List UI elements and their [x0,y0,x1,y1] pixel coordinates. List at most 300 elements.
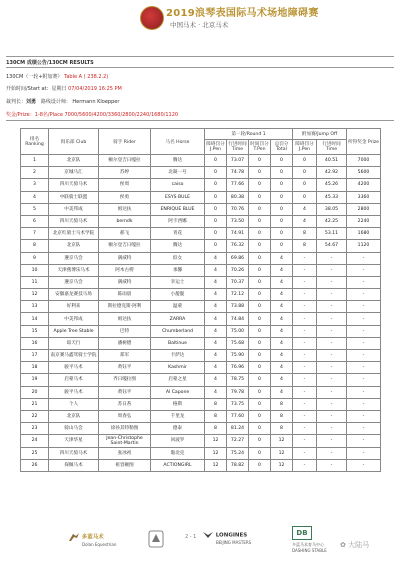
cell-prize: 1680 [347,228,381,240]
cell-jpen: 0 [205,167,227,179]
table-row [21,423,381,435]
cell-tpen: 0 [249,459,271,471]
cell-tpen: 0 [249,289,271,301]
cell-jpen: 4 [205,289,227,301]
cell-jpen: 0 [205,179,227,191]
sponsor-footer [0,512,400,565]
cell-tpen: 0 [249,337,271,349]
cell-jpen: 4 [205,264,227,276]
results-table [20,128,381,472]
cell-rank: 7 [21,228,49,240]
cell-prize: 1120 [347,240,381,252]
cell-time: 74.91 [227,228,249,240]
cell-horse: Baltinue [151,337,205,349]
cell-jotime: 45.33 [317,191,347,203]
cell-jpen: 4 [205,276,227,288]
cell-time: 73.88 [227,301,249,313]
watermark: ✿ 大陆马 [340,541,370,549]
cell-tpen: 0 [249,362,271,374]
cell-rider: 巴特 [99,325,151,337]
cell-jojpen: - [293,447,317,459]
cell-club: 北京队 [49,155,99,167]
cell-tpen: 0 [249,325,271,337]
cell-horse: 回波罗 [151,435,205,447]
cell-rider: 黄钰平 [99,362,151,374]
cell-jotime: - [317,459,347,471]
cell-rider: 齐日嘎拉图 [99,374,151,386]
cell-time: 75.00 [227,325,249,337]
cell-prize: - [347,362,381,374]
table-row [21,167,381,179]
table-row [21,191,381,203]
col-jpen: 障碍罚分 J.Pen [205,140,227,155]
cell-tpen: 0 [249,313,271,325]
cell-jpen: 0 [205,203,227,215]
cell-jotime: - [317,289,347,301]
cell-jotime: 42.25 [317,215,347,227]
table-row [21,337,381,349]
cell-jpen: 12 [205,447,227,459]
cell-time: 79.78 [227,386,249,398]
cell-horse: 幸运士 [151,276,205,288]
cell-total: 0 [271,191,293,203]
cell-time: 72.12 [227,289,249,301]
cell-prize: - [347,410,381,422]
cell-tpen: 0 [249,179,271,191]
cell-rank: 10 [21,264,49,276]
table-row [21,203,381,215]
cell-jojpen: - [293,252,317,264]
cell-tpen: 0 [249,301,271,313]
cell-jpen: 4 [205,252,227,264]
sponsor-dolan: 多蓝马术 Dolan Equestrian [68,532,116,547]
cell-club: 遵京马会 [49,276,99,288]
cell-jotime: - [317,337,347,349]
cell-jpen: 4 [205,313,227,325]
cell-horse: 腾达 [151,155,205,167]
cell-club: 个人 [49,398,99,410]
cell-rider: 额尔登吉日嘎拉 [99,240,151,252]
cell-prize: - [347,325,381,337]
sponsor-badge [148,530,164,550]
cell-jojpen: - [293,459,317,471]
cell-time: 77.60 [227,410,249,422]
horse-emblem-icon [140,6,164,30]
cell-jpen: 4 [205,301,227,313]
cell-rider: Jean-Christophe Saint-Martin [99,435,151,447]
table-row [21,447,381,459]
cell-total: 4 [271,386,293,398]
cell-rank: 9 [21,252,49,264]
cell-rank: 8 [21,240,49,252]
cell-total: 4 [271,350,293,362]
cell-total: 4 [271,301,293,313]
col-prize: 所得奖金 Prize [347,129,381,155]
cell-total: 4 [271,362,293,374]
cell-time: 70.76 [227,203,249,215]
cell-prize: - [347,386,381,398]
cell-prize: - [347,435,381,447]
table-row [21,313,381,325]
cell-time: 75.24 [227,447,249,459]
cell-rider: 姐达扶 [99,203,151,215]
cell-jpen: 0 [205,191,227,203]
table-row [21,264,381,276]
cell-rider: 郑军 [99,350,151,362]
cell-time: 73.07 [227,155,249,167]
cell-rank: 3 [21,179,49,191]
cell-club: 南京赛马鑫驾骑士学院 [49,350,99,362]
cell-rank: 22 [21,410,49,422]
cell-jotime: - [317,325,347,337]
cell-tpen: 0 [249,240,271,252]
cell-jotime: 45.26 [317,179,347,191]
cell-time: 80.38 [227,191,249,203]
cell-jojpen: - [293,289,317,301]
cell-rank: 5 [21,203,49,215]
cell-tpen: 0 [249,228,271,240]
cell-jojpen: - [293,410,317,422]
cell-rider: 潘树德 [99,337,151,349]
cell-horse: 承馨 [151,264,205,276]
table-row [21,228,381,240]
cell-jpen: 4 [205,362,227,374]
cell-jojpen: - [293,374,317,386]
cell-total: 0 [271,228,293,240]
table-row [21,155,381,167]
cell-jojpen: - [293,313,317,325]
cell-jotime: - [317,252,347,264]
cell-rank: 19 [21,374,49,386]
cell-total: 8 [271,423,293,435]
divider [6,120,394,121]
cell-jotime: - [317,301,347,313]
cell-horse: Al Capone [151,386,205,398]
cell-total: 4 [271,313,293,325]
cell-horse: 启蒙之星 [151,374,205,386]
cell-rider: 张冰初 [99,447,151,459]
cell-jotime: 53.11 [317,228,347,240]
cell-prize: - [347,459,381,471]
page-header [0,0,400,48]
cell-tpen: 0 [249,447,271,459]
cell-jojpen: 0 [293,167,317,179]
table-row [21,410,381,422]
cell-prize: - [347,350,381,362]
cell-total: 4 [271,264,293,276]
cell-jojpen: - [293,264,317,276]
cell-club: 琼天行 [49,337,99,349]
sponsor-longines: LONGINES BEIJING MASTERS [202,530,251,545]
cell-tpen: 0 [249,423,271,435]
cell-total: 4 [271,374,293,386]
cell-rank: 15 [21,325,49,337]
cell-club: 安徽嘉龙赛技马场 [49,289,99,301]
cell-total: 0 [271,203,293,215]
cell-horse: 温蒙 [151,301,205,313]
cell-club: 中美邦成 [49,313,99,325]
cell-tpen: 0 [249,435,271,447]
col-time: 行进时间 Time [227,140,249,155]
cell-club: 天津燕博乐马术 [49,264,99,276]
table-body [21,155,381,472]
cell-time: 76.32 [227,240,249,252]
cell-rider: 额尔登吉日嘎拉 [99,155,151,167]
cell-jpen: 4 [205,386,227,398]
cell-rank: 24 [21,435,49,447]
cell-rider: 满威特 [99,252,151,264]
table-row [21,252,381,264]
table-row [21,350,381,362]
table-row [21,386,381,398]
cell-prize: 7000 [347,155,381,167]
prize-line: 奖金/Prize：1-8名/Place 7000/5600/4200/3360/2800/2240/1680/1120 [6,112,179,118]
cell-tpen: 0 [249,410,271,422]
cell-prize: 2240 [347,215,381,227]
cell-jpen: 12 [205,435,227,447]
divider [6,56,394,57]
cell-prize: - [347,337,381,349]
cell-rider: 苏日苔 [99,398,151,410]
cell-jpen: 8 [205,423,227,435]
cell-total: 4 [271,252,293,264]
cell-jotime: - [317,374,347,386]
table-row [21,435,381,447]
cell-total: 12 [271,447,293,459]
cell-prize: - [347,252,381,264]
cell-club: 天津华星 [49,435,99,447]
table-row [21,362,381,374]
cell-jotime: - [317,362,347,374]
cell-time: 70.37 [227,276,249,288]
cell-jotime: - [317,313,347,325]
cell-horse: Chumberland [151,325,205,337]
cell-tpen: 0 [249,398,271,410]
cell-horse: 黏北克 [151,447,205,459]
cell-rank: 23 [21,423,49,435]
cell-jpen: 4 [205,350,227,362]
cell-club: 四川天骑马术 [49,447,99,459]
cell-time: 72.27 [227,435,249,447]
cell-total: 0 [271,215,293,227]
cell-jotime: - [317,350,347,362]
crest-logo-icon [148,530,164,548]
cell-horse: caiso [151,179,205,191]
cell-prize: - [347,289,381,301]
cell-prize: - [347,374,381,386]
class-line: 130CM（一轮+附加赛） Table A ( 238.2.2) [6,74,109,80]
cell-jojpen: 8 [293,240,317,252]
cell-jotime: - [317,398,347,410]
cell-jpen: 0 [205,215,227,227]
table-row [21,301,381,313]
cell-total: 12 [271,459,293,471]
col-club: 俱乐部 Club [49,129,99,155]
start-time: 开始时间/Start at：星期日 07/04/2019 16:25 PM [6,86,122,92]
cell-prize: - [347,447,381,459]
cell-total: 0 [271,155,293,167]
cell-jojpen: - [293,398,317,410]
cell-total: 12 [271,435,293,447]
cell-prize: - [347,276,381,288]
cell-horse: 德泰 [151,423,205,435]
cell-jojpen: 0 [293,191,317,203]
cell-rank: 11 [21,276,49,288]
cell-jotime: - [317,276,347,288]
col-total: 总罚分 Total [271,140,293,155]
cell-rank: 6 [21,215,49,227]
cell-total: 4 [271,337,293,349]
col-horse: 马名 Horse [151,129,205,155]
cell-prize: 3360 [347,191,381,203]
table-row [21,398,381,410]
col-rider: 骑手 Rider [99,129,151,155]
cell-jpen: 0 [205,155,227,167]
divider [6,67,394,68]
table-header-row [21,129,381,140]
cell-prize: 5600 [347,167,381,179]
cell-jojpen: - [293,350,317,362]
cell-club: Apple Tree Stable [49,325,99,337]
db-logo-icon: DB [292,526,312,540]
cell-time: 69.86 [227,252,249,264]
cell-total: 8 [271,410,293,422]
table-row [21,215,381,227]
cell-horse: 千里龙 [151,410,205,422]
cell-jotime: - [317,447,347,459]
cell-prize: - [347,423,381,435]
cell-club: 四川天骑马术 [49,179,99,191]
table-row [21,289,381,301]
cell-club: 遵京马会 [49,252,99,264]
table-row [21,459,381,471]
officials-line: 裁判长：刘勇 路线设计师： Hermann Kloepper [6,99,120,105]
cell-time: 73.75 [227,398,249,410]
cell-time: 74.78 [227,167,249,179]
cell-jojpen: - [293,337,317,349]
cell-rank: 14 [21,313,49,325]
cell-rider: 徐孙其特勒图 [99,423,151,435]
cell-club: 中联骑士联盟 [49,191,99,203]
col-round1: 第一轮/Round 1 [205,129,293,140]
cell-horse: 青花 [151,228,205,240]
cell-jpen: 4 [205,374,227,386]
cell-jotime: 54.67 [317,240,347,252]
cell-total: 0 [271,167,293,179]
col-ranking: 排名 Ranking [21,129,49,155]
table-row [21,179,381,191]
cell-tpen: 0 [249,191,271,203]
cell-club: 启蒙马术 [49,374,99,386]
cell-club: 骏平马术 [49,362,99,374]
cell-time: 77.66 [227,179,249,191]
cell-jojpen: 8 [293,228,317,240]
cell-jotime: 40.51 [317,155,347,167]
cell-horse: ENRIQUE BLUE [151,203,205,215]
watermark-icon: ✿ [340,541,346,549]
table-row [21,276,381,288]
cell-jpen: 8 [205,410,227,422]
cell-rank: 2 [21,167,49,179]
wings-logo-icon [202,530,214,540]
cell-tpen: 0 [249,264,271,276]
cell-rank: 26 [21,459,49,471]
cell-tpen: 0 [249,252,271,264]
cell-jojpen: - [293,325,317,337]
cell-horse: 腾达 [151,240,205,252]
cell-horse: Kashmir [151,362,205,374]
cell-time: 75.90 [227,350,249,362]
cell-tpen: 0 [249,374,271,386]
cell-jpen: 0 [205,228,227,240]
cell-horse: ACTIONGIRL [151,459,205,471]
cell-jotime: - [317,435,347,447]
logo-subtitle: 中国马术 · 北京马术 [170,21,229,29]
cell-prize: - [347,313,381,325]
cell-rider: 满威特 [99,276,151,288]
cell-total: 4 [271,325,293,337]
cell-jpen: 0 [205,240,227,252]
cell-club: 骏平马术 [49,386,99,398]
cell-jpen: 12 [205,459,227,471]
cell-rank: 17 [21,350,49,362]
cell-total: 8 [271,398,293,410]
cell-horse: ESYS BULE [151,191,205,203]
cell-jojpen: - [293,435,317,447]
cell-rank: 12 [21,289,49,301]
cell-time: 78.82 [227,459,249,471]
cell-club: 北京红骑士马术学院 [49,228,99,240]
cell-jojpen: 0 [293,179,317,191]
cell-rider: 侯勇 [99,191,151,203]
cell-jotime: 42.92 [317,167,347,179]
cell-rank: 25 [21,447,49,459]
cell-club: 骑山马会 [49,423,99,435]
cell-rider: 斯拉德克斯·阿利 [99,301,151,313]
cell-horse: 似女 [151,252,205,264]
cell-time: 74.84 [227,313,249,325]
cell-jojpen: 4 [293,203,317,215]
cell-tpen: 0 [249,155,271,167]
cell-rider: berndk [99,215,151,227]
cell-club: 北京队 [49,410,99,422]
cell-jotime: 38.05 [317,203,347,215]
cell-horse: 卡萨达 [151,350,205,362]
cell-club: 好利来 [49,301,99,313]
cell-tpen: 0 [249,167,271,179]
cell-jojpen: - [293,362,317,374]
cell-rider: 阿木古楞 [99,264,151,276]
horse-logo-icon [68,532,80,542]
cell-rank: 1 [21,155,49,167]
cell-time: 81.24 [227,423,249,435]
col-jo-jpen: 障碍罚分 J.Pen [293,140,317,155]
table-row [21,325,381,337]
cell-time: 70.26 [227,264,249,276]
table-row [21,240,381,252]
cell-tpen: 0 [249,350,271,362]
cell-club: 四川天骑马术 [49,215,99,227]
cell-rider: 侯周 [99,179,151,191]
cell-horse: 小靛靛 [151,289,205,301]
cell-club: 探佩马术 [49,459,99,471]
cell-rank: 16 [21,337,49,349]
cell-prize: - [347,264,381,276]
cell-jotime: - [317,264,347,276]
cell-jotime: - [317,410,347,422]
cell-rider: 周春弘 [99,410,151,422]
cell-tpen: 0 [249,215,271,227]
